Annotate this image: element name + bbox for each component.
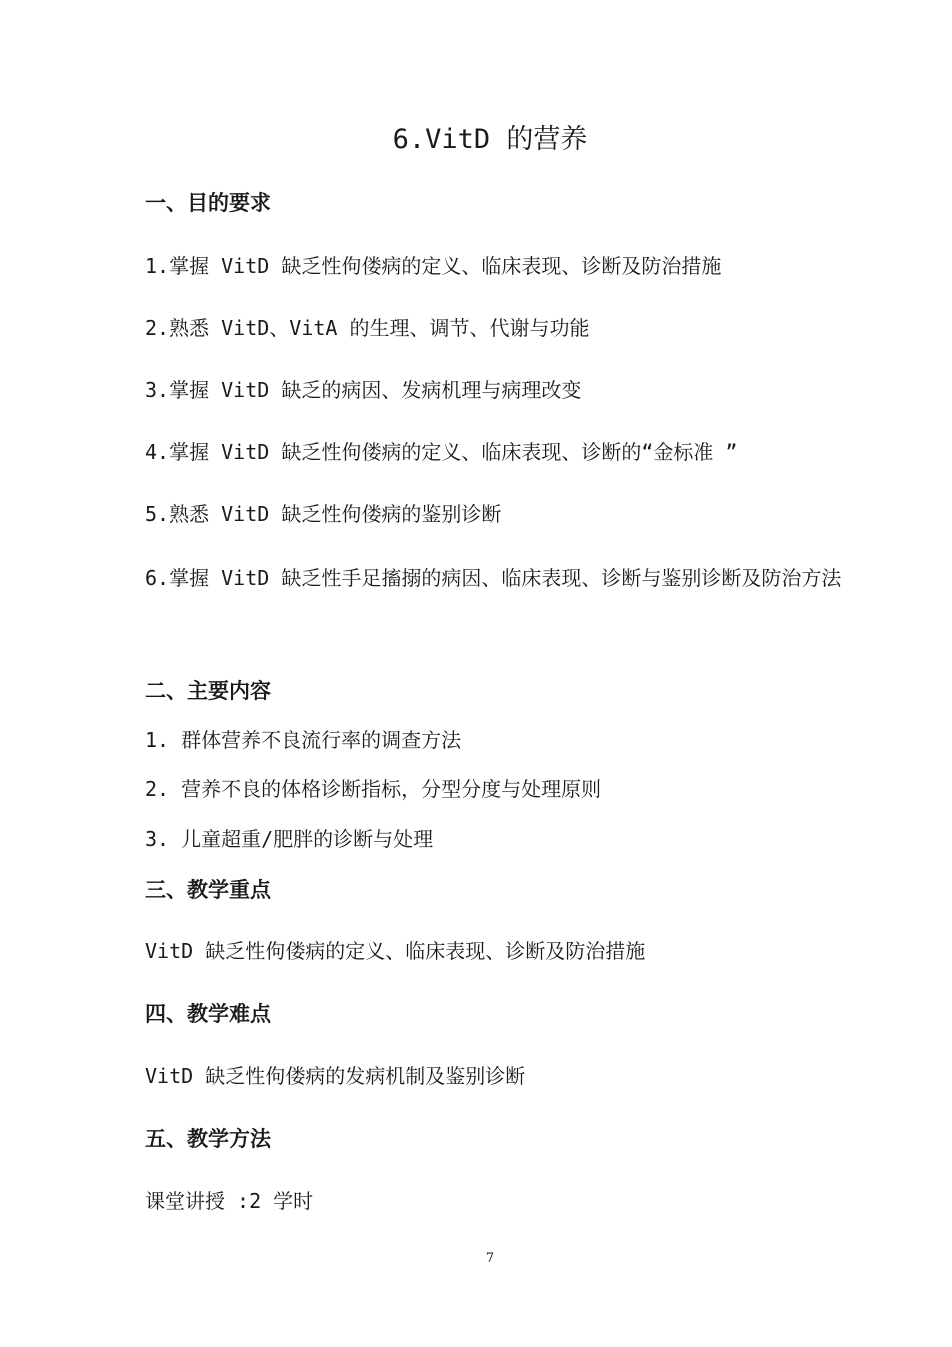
page-title: 6.VitD 的营养 bbox=[392, 124, 588, 155]
section-heading-difficulties: 四、教学难点 bbox=[145, 1002, 271, 1026]
page-number: 7 bbox=[485, 1251, 495, 1266]
section-heading-methods: 五、教学方法 bbox=[145, 1127, 271, 1151]
objective-item: 3.掌握 VitD 缺乏的病因、发病机理与病理改变 bbox=[145, 378, 582, 402]
objective-item: 5.熟悉 VitD 缺乏性佝偻病的鉴别诊断 bbox=[145, 502, 502, 526]
key-points-text: VitD 缺乏性佝偻病的定义、临床表现、诊断及防治措施 bbox=[145, 939, 646, 963]
objective-item: 1.掌握 VitD 缺乏性佝偻病的定义、临床表现、诊断及防治措施 bbox=[145, 254, 722, 278]
content-item: 3. 儿童超重/肥胖的诊断与处理 bbox=[145, 827, 434, 851]
objective-item: 6.掌握 VitD 缺乏性手足搐搦的病因、临床表现、诊断与鉴别诊断及防治方法 bbox=[145, 566, 842, 590]
content-item: 1. 群体营养不良流行率的调查方法 bbox=[145, 728, 462, 752]
methods-text: 课堂讲授 :2 学时 bbox=[145, 1189, 314, 1213]
content-item: 2. 营养不良的体格诊断指标，分型分度与处理原则 bbox=[145, 777, 602, 801]
section-heading-content: 二、主要内容 bbox=[145, 679, 271, 703]
difficulties-text: VitD 缺乏性佝偻病的发病机制及鉴别诊断 bbox=[145, 1064, 526, 1088]
objective-item: 4.掌握 VitD 缺乏性佝偻病的定义、临床表现、诊断的“金标准 ” bbox=[145, 440, 738, 464]
objective-item: 2.熟悉 VitD、VitA 的生理、调节、代谢与功能 bbox=[145, 316, 590, 340]
section-heading-key-points: 三、教学重点 bbox=[145, 878, 271, 902]
section-heading-objectives: 一、目的要求 bbox=[145, 191, 271, 215]
